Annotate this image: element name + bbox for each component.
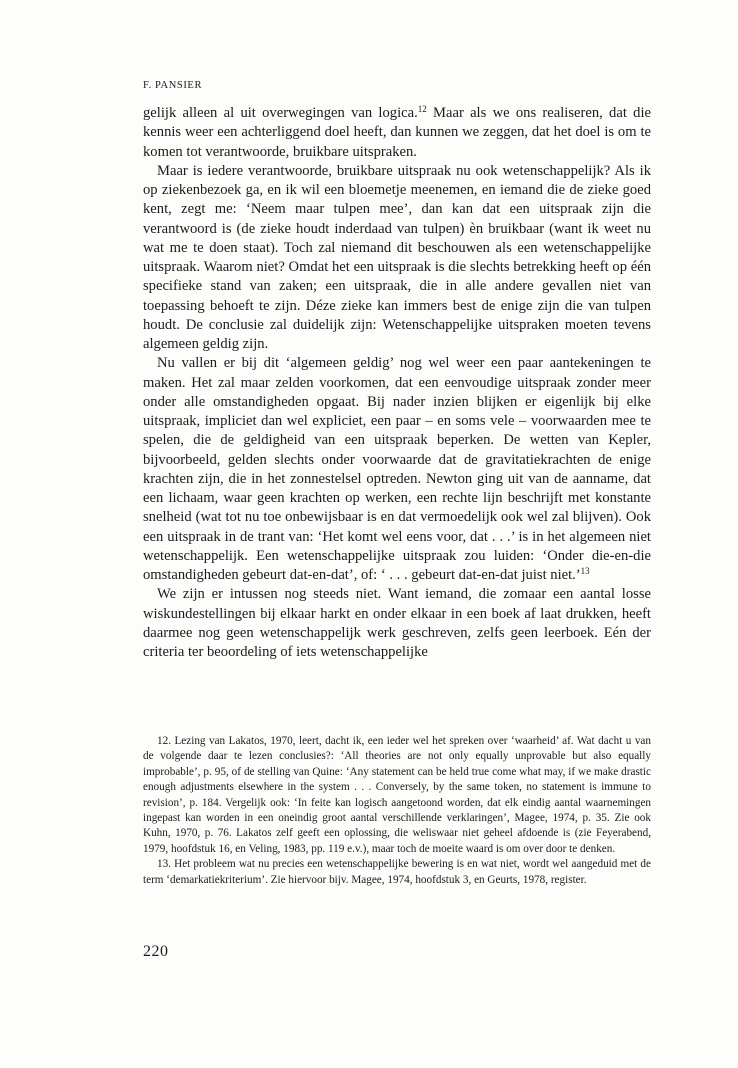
footnote-ref-13: 13 (580, 566, 590, 576)
footnote-12: 12. Lezing van Lakatos, 1970, leert, dacht ik, een ieder wel het spreken over ‘waarheid’ af. Wat dacht u van de volgende daar te lezen conclusies?: ‘All theories are not only equally unprovable but also equally improbable’, p. 95, of de stelling van Quine: ‘Any statement can be held true come what may, if we make drastic enough adjustments elsewhere in the system . . . Conversely, by the same token, no statement is immune to revision’, p. 184. Vergelijk ook: ‘In feite kan logisch aangetoond worden, dat elk eindig aantal waarnemingen ingepast kan worden in een oneindig groot aantal verschillende verklaringen’, Magee, 1974, p. 35. Zie ook Kuhn, 1970, p. 76. Lakatos zelf geeft een oplossing, die weliswaar niet geheel afdoende is (zie Feyerabend, 1979, hoofdstuk 16, en Veling, 1983, pp. 119 e.v.), maar toch de moeite waard is om over door te denken. (143, 735, 651, 855)
paragraph-1-rest: Maar als we ons realiseren, dat die kennis weer een achterliggend doel heeft, dan kunnen we zeggen, dat het doel is om te komen tot verantwoorde, bruikbare uitspraken. (143, 105, 651, 160)
paragraph-1-text: gelijk alleen al uit overwegingen van logica. (143, 105, 418, 121)
paragraph-1 (143, 104, 651, 162)
page-number: 220 (143, 943, 169, 960)
footnote-13: 13. Het probleem wat nu precies een wetenschappelijke bewering is en wat niet, wordt wel aangeduid met de term ‘demarkatiekriterium’. Zie hiervoor bijv. Magee, 1974, hoofdstuk 3, en Geurts, 1978, register. (143, 858, 651, 886)
main-text (143, 104, 651, 662)
footnote-ref-12: 12 (417, 104, 427, 114)
running-header: F. PANSIER (143, 80, 203, 91)
paragraph-4: We zijn er intussen nog steeds niet. Want iemand, die zomaar een aantal losse wiskundestellingen bij elkaar harkt en onder elkaar in een boek af laat drukken, heeft daarmee nog geen wetenschappelijk werk geschreven, zelfs geen leerboek. Eén der criteria ter beoordeling of iets wetenschappelijke (143, 586, 651, 660)
footnotes (143, 734, 651, 888)
paragraph-2: Maar is iedere verantwoorde, bruikbare uitspraak nu ook wetenschappelijk? Als ik op ziekenbezoek ga, en ik wil een bloemetje meenemen, en iemand die de zieke goed kent, zegt me: ‘Neem maar tulpen mee’, dan kan dat een uitspraak zijn die verantwoord is (de zieke houdt inderdaad van tulpen) èn bruikbaar (want ik weet nu wat me te doen staat). Toch zal niemand dit beschouwen als een wetenschappelijke uitspraak. Waarom niet? Omdat het een uitspraak is die slechts betrekking heeft op één specifieke stand van zaken; een uitspraak, die in alle andere gevallen niet van toepassing behoeft te zijn. Déze zieke kan immers best de enige zijn die van tulpen houdt. De conclusie zal duidelijk zijn: Wetenschappelijke uitspraken moeten tevens algemeen geldig zijn. (143, 162, 651, 352)
paragraph-3 (143, 354, 651, 585)
paragraph-3-text: Nu vallen er bij dit ‘algemeen geldig’ nog wel weer een paar aantekeningen te maken. Het zal maar zelden voorkomen, dat een eenvoudige uitspraak zonder meer onder alle omstandigheden opgaat. Bij nader inzien blijken er eigenlijk bij elke uitspraak, impliciet dan wel expliciet, een paar – en soms vele – voorwaarden mee te spelen, die de geldigheid van een uitspraak beperken. De wetten van Kepler, bijvoorbeeld, gelden slechts onder voorwaarde dat de gravitatiekrachten de enige krachten zijn, die in het zonnestelsel optreden. Newton ging uit van de aanname, dat een lichaam, waar geen krachten op werken, een rechte lijn beschrijft met konstante snelheid (wat tot nu toe onbewijsbaar is en dat vermoedelijk ook wel zal blijven). Ook een uitspraak in de trant van: ‘Het komt wel eens voor, dat . . .’ is in het algemeen niet wetenschappelijk. Een wetenschappelijke uitspraak zou luiden: ‘Onder die-en-die omstandigheden gebeurt dat-en-dat’, of: ‘ . . . gebeurt dat-en-dat juist niet.’ (143, 355, 651, 583)
